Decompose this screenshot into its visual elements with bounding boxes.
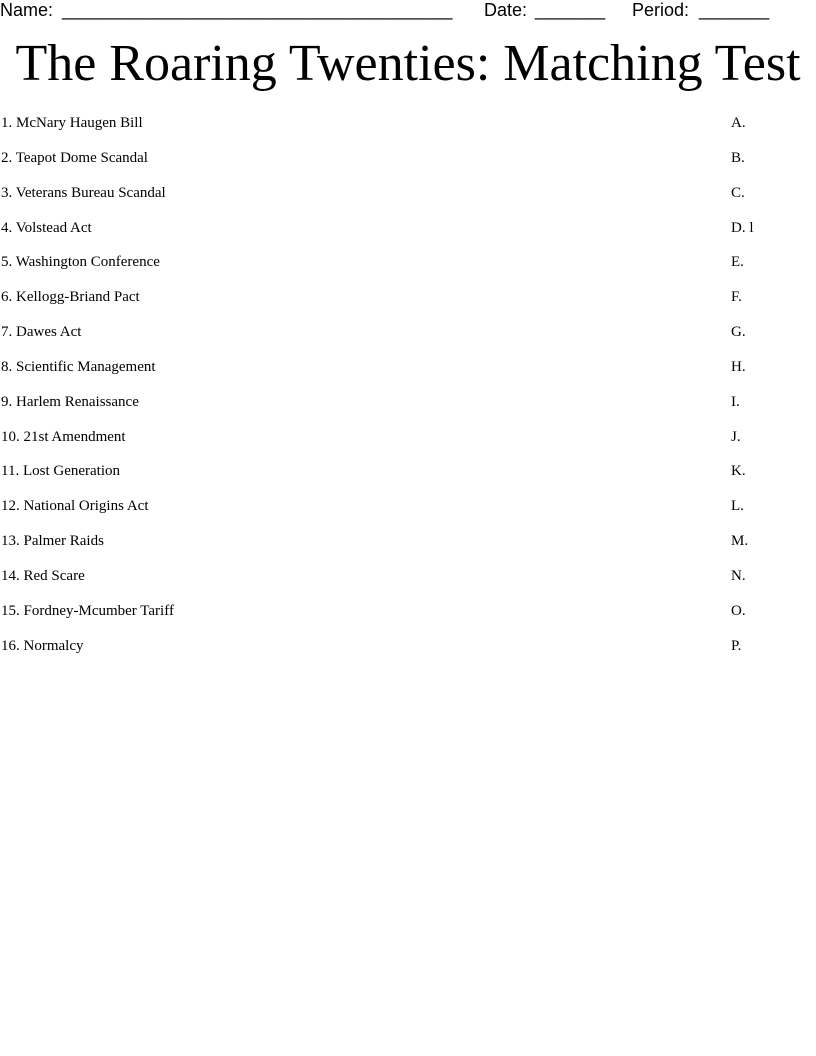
matching-row	[0, 357, 816, 392]
term-item: 15. Fordney-Mcumber Tariff	[1, 602, 174, 619]
matching-row	[0, 183, 816, 218]
choice-item: A.	[731, 115, 746, 131]
matching-row	[0, 148, 816, 183]
choice-item: K.	[731, 463, 746, 480]
term-item: 13. Palmer Raids	[1, 533, 104, 550]
matching-row	[0, 601, 816, 636]
date-blank: _______	[535, 0, 606, 20]
period-label: Period:	[632, 0, 690, 20]
period-blank: _______	[699, 0, 770, 20]
matching-row	[0, 427, 816, 462]
matching-list	[0, 113, 816, 671]
choice-item: G.	[731, 324, 746, 341]
matching-row	[0, 531, 816, 566]
choice-item: L.	[731, 498, 744, 515]
name-blank: _______________________________________	[62, 0, 453, 20]
choice-item: F.	[731, 289, 742, 306]
term-item: 8. Scientific Management	[1, 358, 156, 375]
page-title: The Roaring Twenties: Matching Test	[15, 35, 801, 92]
choice-item: B.	[731, 149, 745, 166]
term-item: 14. Red Scare	[1, 567, 85, 584]
term-item: 11. Lost Generation	[1, 463, 120, 480]
term-item: 4. Volstead Act	[1, 219, 92, 236]
term-item: 1. McNary Haugen Bill	[1, 115, 143, 131]
term-item: 12. National Origins Act	[1, 498, 149, 515]
choice-item: N.	[731, 567, 746, 584]
matching-row	[0, 252, 816, 287]
term-item: 10. 21st Amendment	[1, 428, 126, 445]
term-item: 6. Kellogg-Briand Pact	[1, 289, 140, 306]
matching-row	[0, 496, 816, 531]
student-info-header	[0, 0, 816, 22]
matching-row	[0, 566, 816, 601]
matching-row	[0, 287, 816, 322]
choice-item: C.	[731, 184, 745, 201]
matching-row	[0, 218, 816, 253]
term-item: 2. Teapot Dome Scandal	[1, 149, 148, 166]
date-label: Date:	[484, 0, 528, 20]
term-item: 16. Normalcy	[1, 637, 84, 654]
choice-item: D. l	[731, 219, 754, 236]
matching-row	[0, 636, 816, 671]
term-item: 9. Harlem Renaissance	[1, 393, 139, 410]
name-label: Name:	[0, 0, 54, 20]
choice-item: P.	[731, 637, 742, 654]
term-item: 3. Veterans Bureau Scandal	[1, 184, 166, 201]
term-item: 7. Dawes Act	[1, 324, 82, 341]
term-item: 5. Washington Conference	[1, 254, 160, 271]
choice-item: I.	[731, 393, 740, 410]
choice-item: H.	[731, 358, 746, 375]
matching-row	[0, 322, 816, 357]
matching-row	[0, 461, 816, 496]
matching-row	[0, 113, 816, 148]
choice-item: J.	[731, 428, 741, 445]
matching-row	[0, 392, 816, 427]
choice-item: E.	[731, 254, 744, 271]
choice-item: M.	[731, 533, 749, 550]
choice-item: O.	[731, 602, 746, 619]
